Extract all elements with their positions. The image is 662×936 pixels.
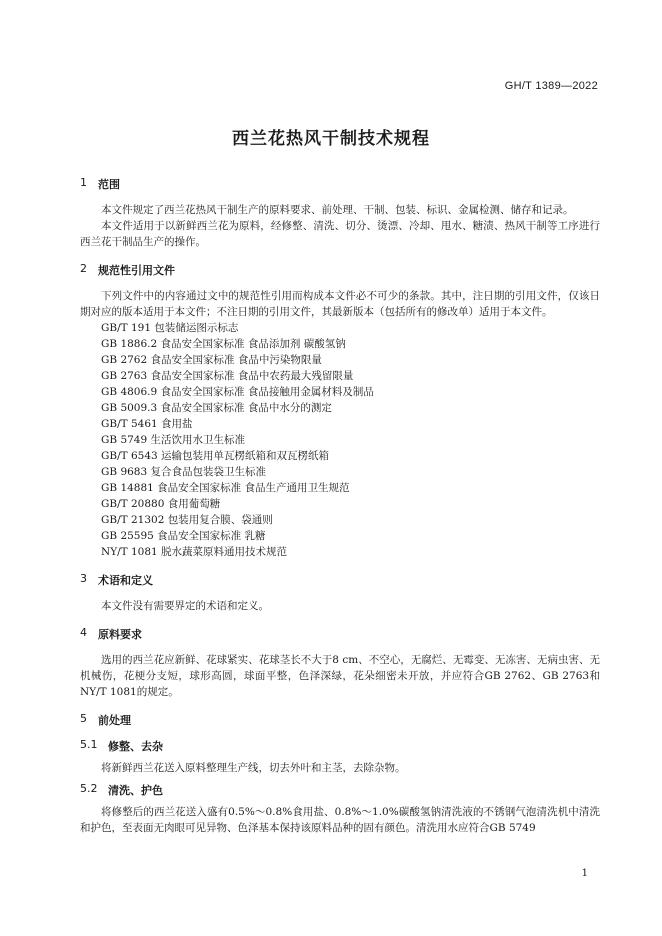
document-title: 西兰花热风干制技术规程	[232, 129, 430, 149]
paragraph: 本文件没有需要界定的术语和定义。	[101, 600, 269, 612]
paragraph: 将新鲜西兰花送入原料整理生产线，切去外叶和主茎，去除杂物。	[101, 762, 406, 774]
section-number: 3	[80, 572, 87, 585]
standard-code: GH/T 1389—2022	[504, 80, 598, 92]
section-heading-2	[80, 262, 600, 278]
section-number: 4	[80, 626, 87, 639]
section-title: 原料要求	[98, 628, 142, 641]
section-number: 1	[80, 176, 87, 189]
section-title: 范围	[98, 178, 120, 191]
section-heading-5	[80, 712, 600, 728]
reference-item: NY/T 1081 脱水蔬菜原料通用技术规范	[101, 546, 288, 558]
section-heading-1	[80, 176, 600, 192]
reference-item: GB 2763 食品安全国家标准 食品中农药最大残留限量	[101, 370, 354, 382]
paragraph: 选用的西兰花应新鲜、花球紧实、花球茎长不大于8 cm、不空心，无腐烂、无霉变、无冻害、无病虫害、无机械伤，花梗分支短，球形高圆，球面平整，色泽深绿，花朵细密未开放，并应符合GB 2762、GB 2763和NY/T 1081的规定。	[80, 654, 600, 698]
paragraph: 本文件规定了西兰花热风干制生产的原料要求、前处理、干制、包装、标识、金属检测、储存和记录。	[101, 204, 574, 216]
reference-item: GB 5749 生活饮用水卫生标准	[101, 434, 246, 446]
reference-item: GB 14881 食品安全国家标准 食品生产通用卫生规范	[101, 482, 350, 494]
document-body	[80, 176, 600, 836]
subsection-title: 修整、去杂	[108, 740, 163, 753]
subsection-heading-5-1	[80, 738, 600, 754]
paragraph: 下列文件中的内容通过文中的规范性引用而构成本文件必不可少的条款。其中，注日期的引用文件，仅该日期对应的版本适用于本文件；不注日期的引用文件，其最新版本（包括所有的修改单）适用于本文件。	[80, 290, 600, 318]
reference-item: GB/T 20880 食用葡萄糖	[101, 498, 221, 510]
reference-item: GB 5009.3 食品安全国家标准 食品中水分的测定	[101, 402, 332, 414]
reference-item: GB 25595 食品安全国家标准 乳糖	[101, 530, 266, 542]
subsection-number: 5.1	[80, 738, 98, 751]
page-number: 1	[581, 868, 588, 879]
reference-item: GB 9683 复合食品包装袋卫生标准	[101, 466, 267, 478]
paragraph: 本文件适用于以新鲜西兰花为原料，经修整、清洗、切分、烫漂、冷却、甩水、糖渍、热风干制等工序进行西兰花干制品生产的操作。	[80, 220, 600, 248]
reference-item: GB/T 6543 运输包装用单瓦楞纸箱和双瓦楞纸箱	[101, 450, 330, 462]
subsection-title: 清洗、护色	[108, 784, 163, 797]
reference-item: GB/T 191 包装储运图示标志	[101, 322, 239, 334]
paragraph: 将修整后的西兰花送入盛有0.5%～0.8%食用盐、0.8%～1.0%碳酸氢钠清洗液的不锈钢气泡清洗机中清洗和护色，至表面无肉眼可见异物、色泽基本保持该原料品种的固有颜色。清洗用水应符合GB 5749	[80, 806, 600, 834]
reference-item: GB/T 21302 包装用复合膜、袋通则	[101, 514, 273, 526]
section-title: 前处理	[98, 714, 131, 727]
section-heading-3	[80, 572, 600, 588]
section-title: 规范性引用文件	[98, 264, 175, 277]
reference-item: GB/T 5461 食用盐	[101, 418, 193, 430]
section-heading-4	[80, 626, 600, 642]
reference-list	[80, 320, 600, 560]
section-title: 术语和定义	[98, 574, 153, 587]
reference-item: GB 1886.2 食品安全国家标准 食品添加剂 碳酸氢钠	[101, 338, 346, 350]
subsection-heading-5-2	[80, 782, 600, 798]
section-number: 2	[80, 262, 87, 275]
reference-item: GB 2762 食品安全国家标准 食品中污染物限量	[101, 354, 322, 366]
section-number: 5	[80, 712, 87, 725]
subsection-number: 5.2	[80, 782, 98, 795]
reference-item: GB 4806.9 食品安全国家标准 食品接触用金属材料及制品	[101, 386, 374, 398]
